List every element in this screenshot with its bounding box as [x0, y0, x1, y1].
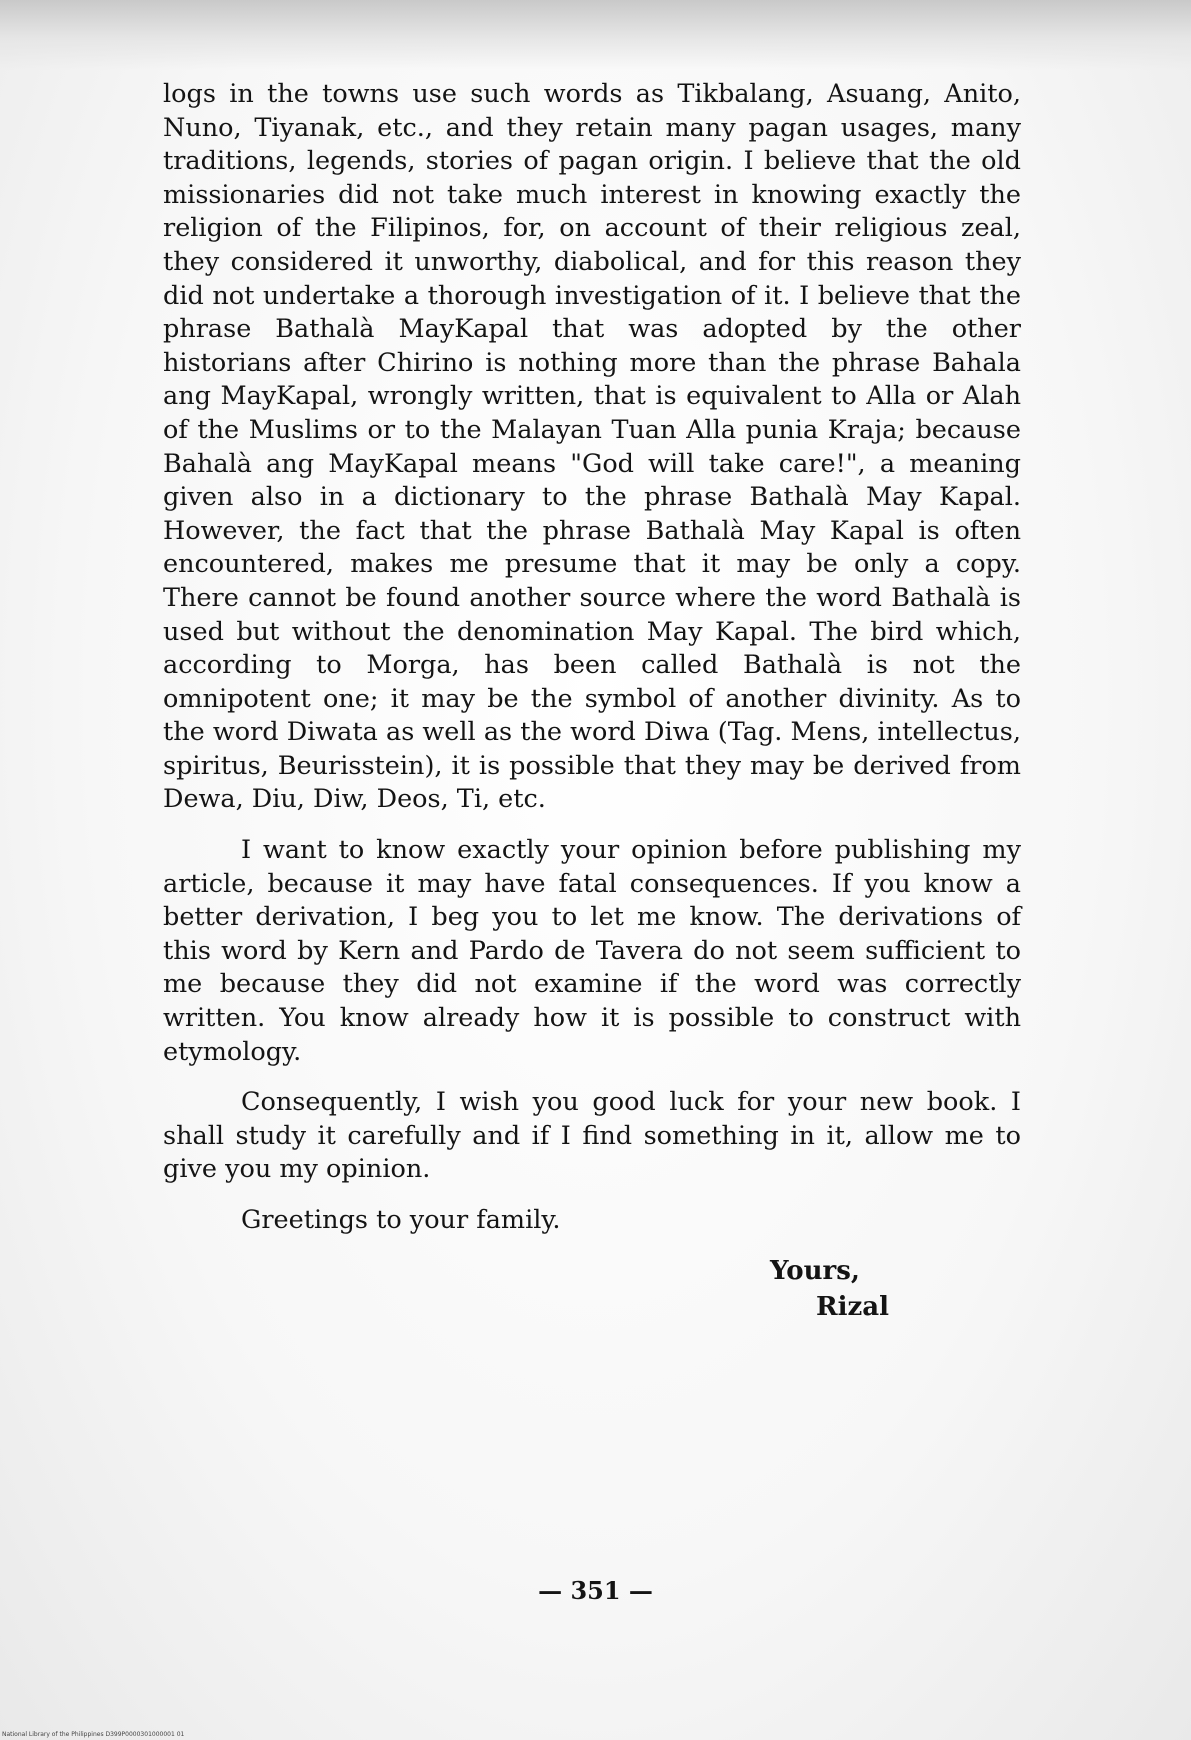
footer-credit: National Library of the Philippines D399P0000301000001 01 [2, 1731, 185, 1738]
paragraph-greetings: Greetings to your family. [241, 1205, 561, 1235]
signature: Rizal [816, 1292, 889, 1322]
letter-closing [0, 1256, 1191, 1336]
paragraph-opinion-request: I want to know exactly your opinion before publishing my article, because it may have fatal consequences. If you know a better derivation, I beg you to let me know. The derivations of this word by Kern and Pardo de Tavera do not seem sufficient to me because they did not examine if the word was correctly written. You know already how it is possible to construct with etymology. [163, 835, 1021, 1067]
paragraph-continuation: logs in the towns use such words as Tikbalang, Asuang, Anito, Nuno, Tiyanak, etc., and they retain many pagan usages, many traditions, legends, stories of pagan origin. I believe that the old missionaries did not take much interest in knowing exactly the religion of the Filipinos, for, on account of their religious zeal, they considered it unworthy, diabolical, and for this reason they did not undertake a thorough investigation of it. I believe that the phrase Bathalà MayKapal that was adopted by the other historians after Chirino is nothing more than the phrase Bahala ang MayKapal, wrongly written, that is equivalent to Alla or Alah of the Muslims or to the Malayan Tuan Alla punia Kraja; because Bahalà ang MayKapal means "God will take care!", a meaning given also in a dictionary to the phrase Bathalà May Kapal. However, the fact that the phrase Bathalà May Kapal is often encountered, makes me presume that it may be only a copy. There cannot be found another source where the word Bathalà is used but without the denomination May Kapal. The bird which, according to Morga, has been called Bathalà is not the omnipotent one; it may be the symbol of another divinity. As to the word Diwata as well as the word Diwa (Tag. Mens, intellectus, spiritus, Beurisstein), it is possible that they may be derived from Dewa, Diu, Diw, Deos, Ti, etc. [163, 79, 1021, 815]
page-number: — 351 — [538, 1576, 653, 1605]
closing-salutation: Yours, [770, 1256, 860, 1286]
scan-shadow [0, 0, 1191, 70]
paragraph-good-luck: Consequently, I wish you good luck for your new book. I shall study it carefully and if I find something in it, allow me to give you my opinion. [163, 1087, 1021, 1185]
letter-body [163, 78, 1021, 1255]
